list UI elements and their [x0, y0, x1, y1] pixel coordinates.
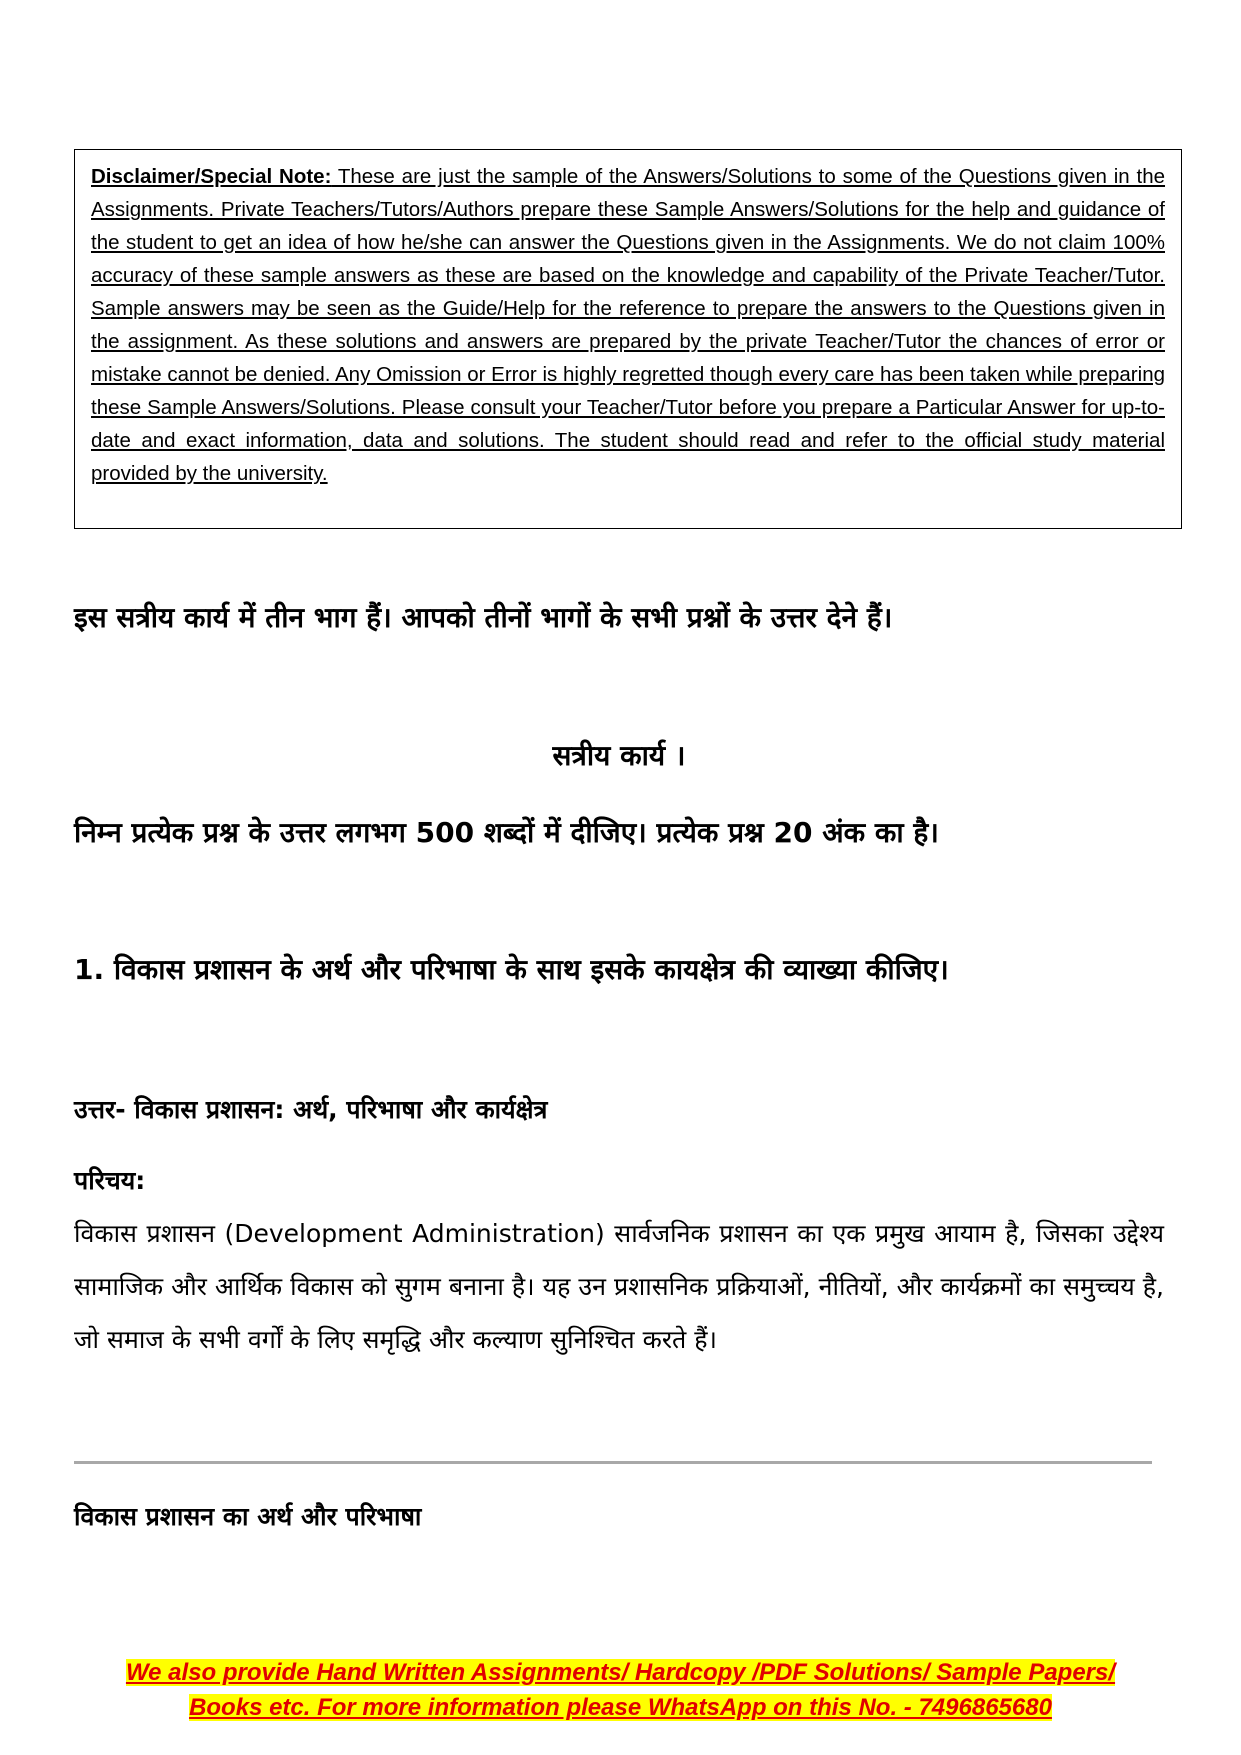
disclaimer-text: These are just the sample of the Answers/Solutions to some of the Questions given in the Assignments. Private Teachers/Tutors/Authors prepare these Sample Answers/Solutions for the help and guidance of the student to get an idea of how he/she can answer the Questions given in the Assignments. We do not claim 100% accuracy of these sample answers as these are based on the knowledge and capability of the Private Teacher/Tutor. Sample answers may be seen as the Guide/Help for the reference to prepare the answers to the Questions given in the assignment. As these solutions and answers are prepared by the private Teacher/Tutor the chances of error or mistake cannot be denied. Any Omission or Error is highly regretted though every care has been taken while preparing these Sample Answers/Solutions. Please consult your Teacher/Tutor before you prepare a Particular Answer for up-to-date and exact information, data and solutions. The student should read and refer to the official study material provided by the university.	[91, 165, 1166, 485]
footer-line-1: We also provide Hand Written Assignments/ Hardcopy /PDF Solutions/ Sample Papers/	[125, 1659, 1116, 1686]
disclaimer-label: Disclaimer/Special Note:	[91, 165, 332, 188]
footer-promo	[0, 1655, 1241, 1725]
instruction: निम्न प्रत्येक प्रश्न के उत्तर लगभग 500 शब्दों में दीजिए। प्रत्येक प्रश्न 20 अंक का है।	[74, 816, 939, 849]
question-1: 1. विकास प्रशासन के अर्थ और परिभाषा के साथ इसके कायक्षेत्र की व्याख्या कीजिए।	[74, 953, 949, 986]
divider	[74, 1461, 1152, 1464]
assignment-intro: इस सत्रीय कार्य में तीन भाग हैं। आपको तीनों भागों के सभी प्रश्नों के उत्तर देने हैं।	[74, 601, 893, 634]
intro-label: परिचय:	[74, 1166, 146, 1195]
intro-paragraph: विकास प्रशासन (Development Administration) सार्वजनिक प्रशासन का एक प्रमुख आयाम है, जिसका उद्देश्य सामाजिक और आर्थिक विकास को सुगम बनाना है। यह उन प्रशासनिक प्रक्रियाओं, नीतियों, और कार्यक्रमों का समुच्चय है, जो समाज के सभी वर्गों के लिए समृद्धि और कल्याण सुनिश्चित करते हैं।	[74, 1219, 1164, 1354]
section-title: सत्रीय कार्य ।	[552, 739, 686, 772]
footer-line-2: Books etc. For more information please WhatsApp on this No. - 7496865680	[189, 1694, 1052, 1721]
disclaimer-box	[74, 149, 1182, 529]
subheading: विकास प्रशासन का अर्थ और परिभाषा	[74, 1502, 422, 1531]
answer-heading: उत्तर- विकास प्रशासन: अर्थ, परिभाषा और कार्यक्षेत्र	[74, 1095, 548, 1124]
